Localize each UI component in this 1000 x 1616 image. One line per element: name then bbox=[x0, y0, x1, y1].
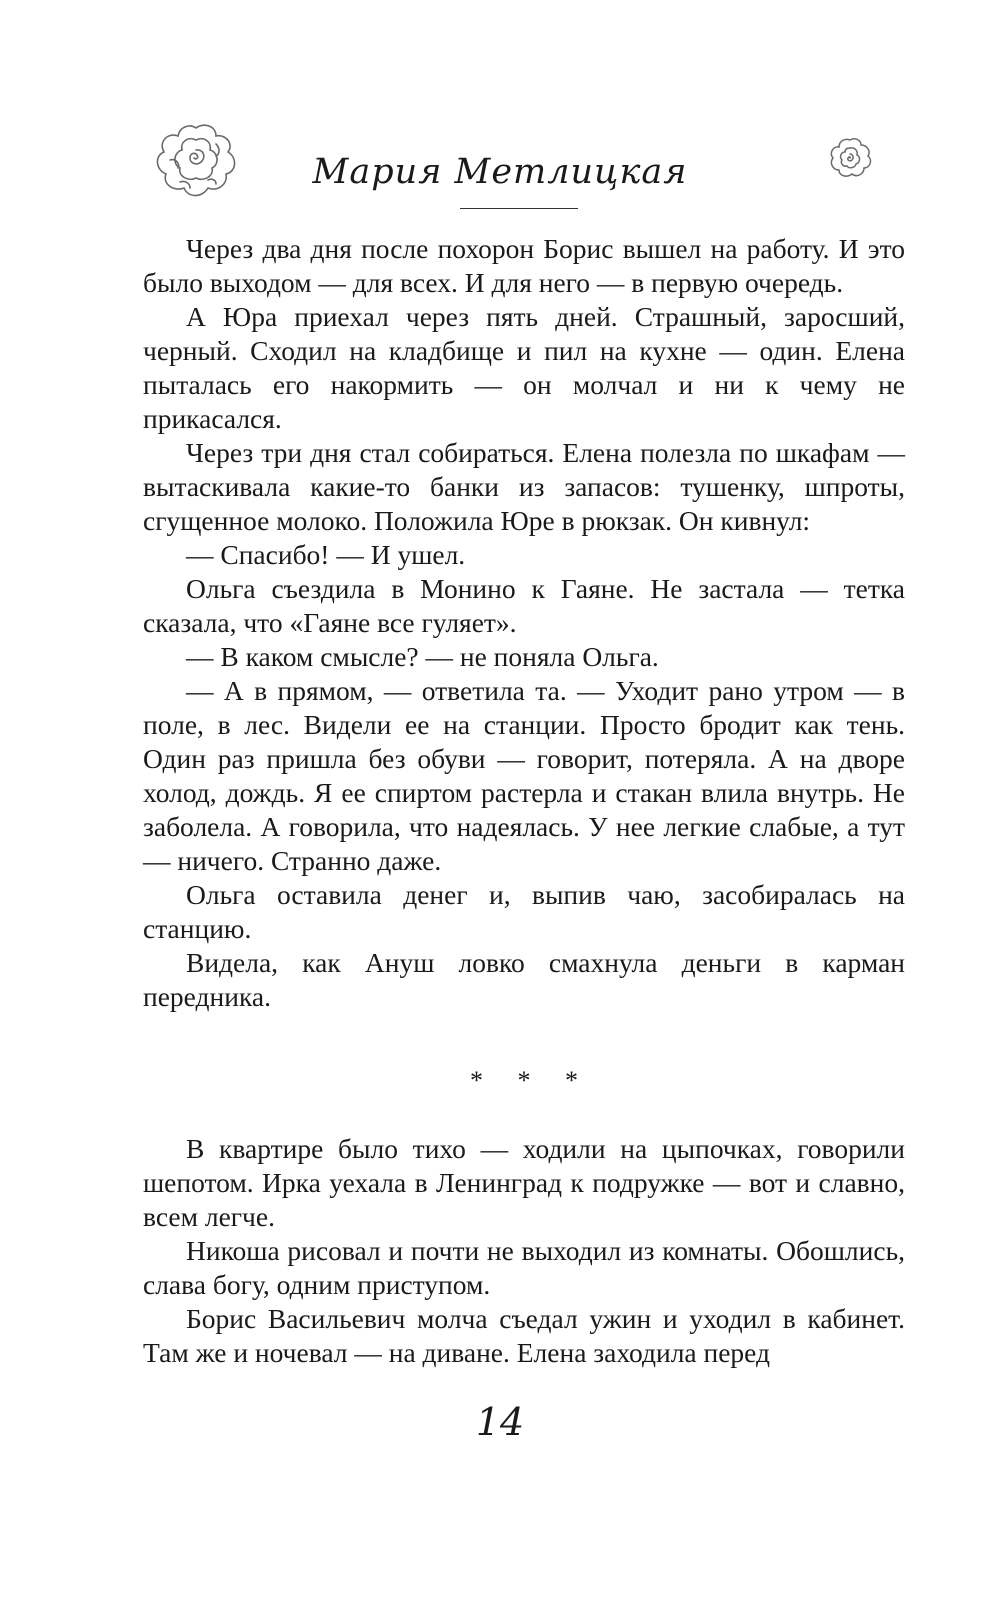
dialogue-line: — А в прямом, — ответила та. — Уходит рано утром — в поле, в лес. Видели ее на станции. Просто бродит как тень. Один раз пришла без обуви — говорит, потеряла. А на дворе холод, дождь. Я ее спиртом растерла и стакан влила внутрь. Не заболела. А говорила, что надеялась. У нее легкие слабые, а тут — ничего. Странно даже. bbox=[143, 675, 905, 876]
paragraph: Борис Васильевич молча съедал ужин и уходил в кабинет. Там же и ночевал — на диване. Елена заходила перед bbox=[143, 1303, 905, 1368]
body-text bbox=[143, 232, 905, 1370]
dialogue-line: — В каком смысле? — не поняла Ольга. bbox=[186, 641, 659, 672]
page-header bbox=[0, 108, 1000, 218]
rose-ornament-icon bbox=[150, 120, 242, 200]
author-name: Мария Метлицкая bbox=[312, 152, 688, 192]
paragraph: Через два дня после похорон Борис вышел на работу. И это было выходом — для всех. И для него — в первую очередь. bbox=[143, 233, 905, 298]
page-number: 14 bbox=[475, 1400, 525, 1444]
paragraph: Видела, как Ануш ловко смахнула деньги в карман передника. bbox=[143, 947, 905, 1012]
small-rose-ornament-icon bbox=[826, 136, 874, 180]
paragraph: Никоша рисовал и почти не выходил из комнаты. Обошлись, слава богу, одним приступом. bbox=[143, 1235, 905, 1300]
paragraph: В квартире было тихо — ходили на цыпочках, говорили шепотом. Ирка уехала в Ленинград к подружке — вот и славно, всем легче. bbox=[143, 1133, 905, 1232]
paragraph: А Юра приехал через пять дней. Страшный, заросший, черный. Сходил на кладбище и пил на кухне — один. Елена пыталась его накормить — он молчал и ни к чему не прикасался. bbox=[143, 301, 905, 434]
dialogue-line: — Спасибо! — И ушел. bbox=[186, 539, 466, 570]
paragraph: Через три дня стал собираться. Елена полезла по шкафам — вытаскивала какие-то банки из запасов: тушенку, шпроты, сгущенное молоко. Положила Юре в рюкзак. Он кивнул: bbox=[143, 437, 905, 536]
paragraph: Ольга съездила в Монино к Гаяне. Не застала — тетка сказала, что «Гаяне все гуляет». bbox=[143, 573, 905, 638]
paragraph: Ольга оставила денег и, выпив чаю, засобиралась на станцию. bbox=[143, 879, 905, 944]
header-divider bbox=[460, 208, 578, 209]
section-separator: * * * bbox=[470, 1066, 592, 1095]
